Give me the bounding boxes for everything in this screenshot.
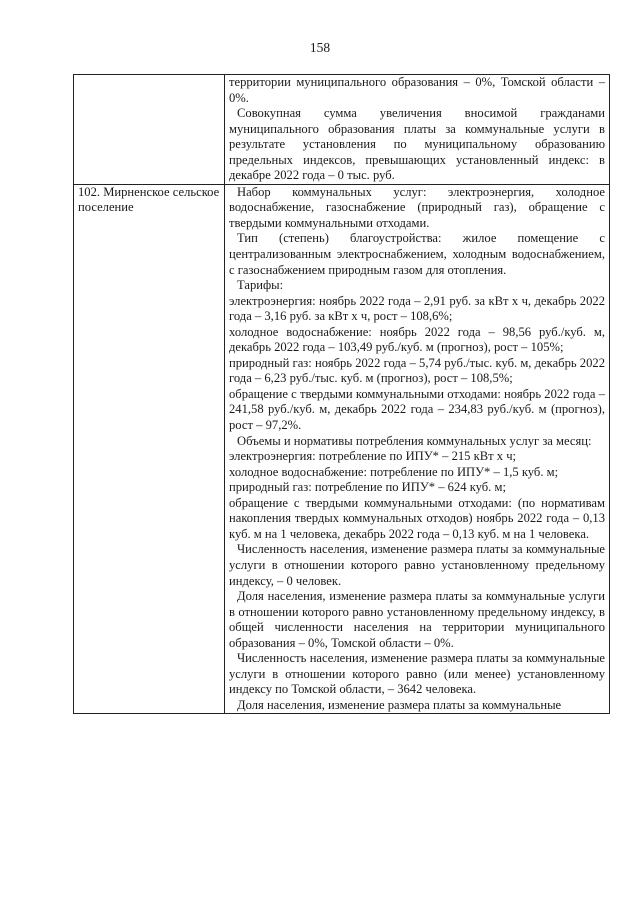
table-cell-description <box>225 75 610 185</box>
paragraph: холодное водоснабжение: ноябрь 2022 года – 98,56 руб./куб. м, декабрь 2022 года – 103,49 руб./куб. м (прогноз), рост – 105%; <box>229 324 605 355</box>
paragraph: Доля населения, изменение размера платы за коммунальные <box>237 697 562 712</box>
paragraph: Тарифы: <box>237 278 284 293</box>
paragraph: обращение с твердыми коммунальными отходами: ноябрь 2022 года – 241,58 руб./куб. м, декабрь 2022 года – 234,83 руб./куб. м (прогноз), рост – 97,2%. <box>229 386 605 433</box>
page-number: 158 <box>309 40 331 55</box>
paragraph: Набор коммунальных услуг: электроэнергия, холодное водоснабжение, газоснабжение (природный газ), обращение с твердыми коммунальными отходами. <box>229 184 605 230</box>
paragraph: обращение с твердыми коммунальными отходами: (по нормативам накопления твердых коммунальных отходов) ноябрь 2022 года – 0,13 куб. м на 1 человека, декабрь 2022 года – 0,13 куб. м на 1 человека. <box>229 495 605 541</box>
paragraph: Численность населения, изменение размера платы за коммунальные услуги в отношении которого равно (или менее) установленному индексу по Томской области, – 3642 человека. <box>229 651 605 697</box>
table-cell-municipality: 102. Мирненское сельское поселение <box>74 184 225 714</box>
tariff-table <box>73 74 610 714</box>
paragraph: электроэнергия: потребление по ИПУ* – 215 кВт х ч; <box>229 449 517 464</box>
paragraph: Совокупная сумма увеличения вносимой гражданами муниципального образования платы за коммунальные услуги в результате установления по муниципальному образованию предельных индексов, превышающих установленный индекс: в декабре 2022 года – 0 тыс. руб. <box>229 106 605 183</box>
paragraph: Тип (степень) благоустройства: жилое помещение с централизованным электроснабжением, холодным водоснабжением, с газоснабжением природным газом для отопления. <box>229 231 605 277</box>
table-row <box>74 184 610 714</box>
table-cell-description <box>225 184 610 714</box>
paragraph: Численность населения, изменение размера платы за коммунальные услуги в отношении которого равно установленному предельному индексу, – 0 человек. <box>229 542 605 588</box>
table-row <box>74 75 610 185</box>
paragraph: Объемы и нормативы потребления коммунальных услуг за месяц: <box>237 433 592 448</box>
paragraph: природный газ: ноябрь 2022 года – 5,74 руб./тыс. куб. м, декабрь 2022 года – 6,23 руб./тыс. куб. м (прогноз), рост – 108,5%; <box>229 355 605 386</box>
table-cell-municipality <box>74 75 225 185</box>
paragraph: Доля населения, изменение размера платы за коммунальные услуги в отношении которого равно установленному предельному индексу, в общей численности населения на территории муниципального образования – 0%, Томской области – 0%. <box>229 589 605 650</box>
paragraph: территории муниципального образования – 0%, Томской области – 0%. <box>229 75 605 105</box>
paragraph: электроэнергия: ноябрь 2022 года – 2,91 руб. за кВт х ч, декабрь 2022 года – 3,16 руб. за кВт х ч, рост – 108,6%; <box>229 293 605 324</box>
paragraph: природный газ: потребление по ИПУ* – 624 куб. м; <box>229 480 506 495</box>
paragraph: холодное водоснабжение: потребление по ИПУ* – 1,5 куб. м; <box>229 464 559 479</box>
